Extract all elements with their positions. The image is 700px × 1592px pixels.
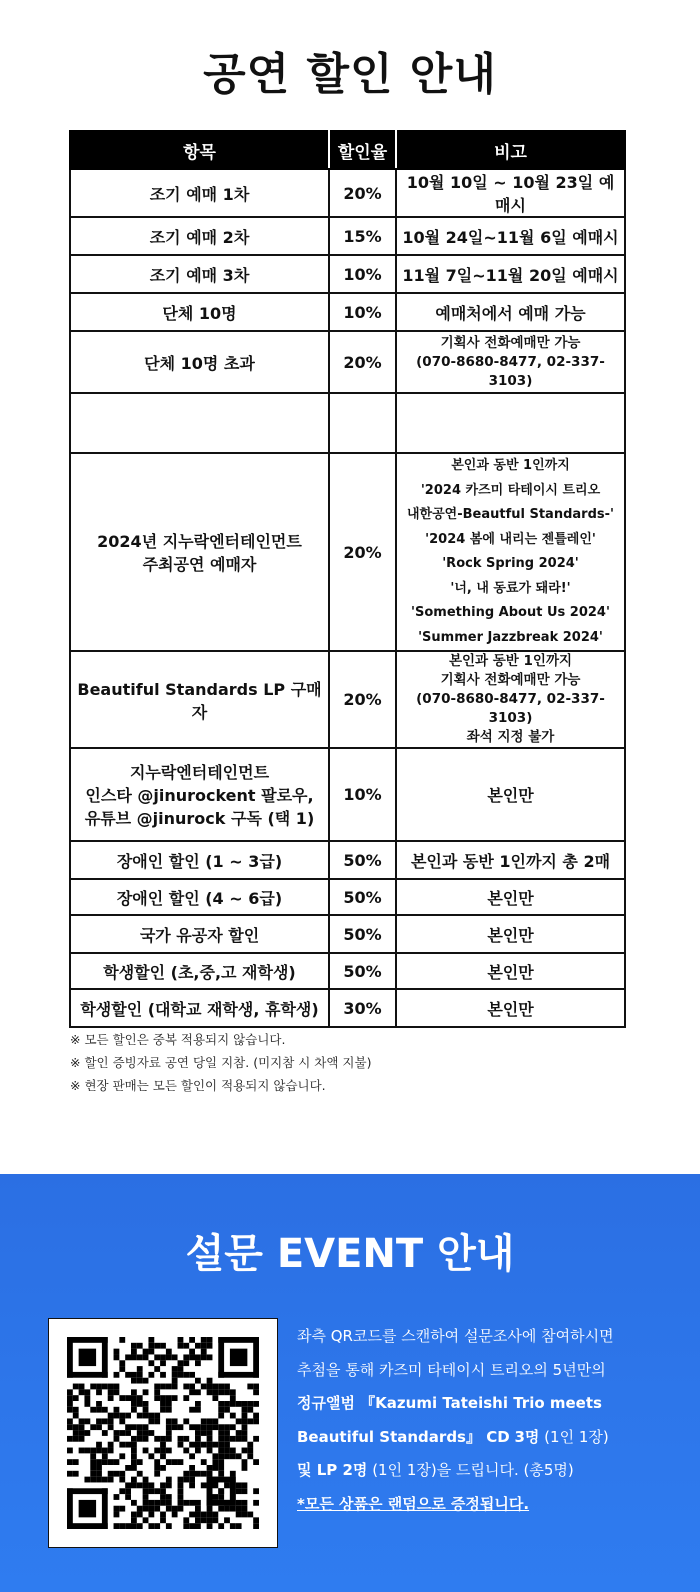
cell-item — [70, 453, 329, 651]
note-text: 본인만 — [487, 786, 534, 805]
lp-count: 및 LP 2명 — [297, 1461, 368, 1479]
note-text: '2024 봄에 내리는 젠틀레인' — [425, 531, 596, 547]
item-text: 조기 예매 2차 — [149, 227, 250, 247]
cell-rate: 50% — [329, 841, 396, 879]
item-text: 조기 예매 1차 — [149, 184, 250, 204]
cell-rate: 50% — [329, 953, 396, 989]
header-item: 항목 — [70, 131, 329, 169]
note-text: (070-8680-8477, 02-337-3103) — [416, 353, 605, 389]
lp-limit: (1인 1장)을 드립니다. (총5명) — [372, 1461, 574, 1479]
album-title-end: Beautiful Standards』 CD — [297, 1427, 510, 1446]
table-row — [70, 748, 625, 841]
cell-note — [396, 255, 625, 293]
cell-note — [396, 651, 625, 748]
table-row — [70, 879, 625, 915]
cell-rate: 10% — [329, 255, 396, 293]
event-line: 좌측 QR코드를 스캔하여 설문조사에 참여하시면 — [297, 1327, 614, 1345]
item-text: 단체 10명 초과 — [144, 353, 255, 373]
event-line — [297, 1454, 677, 1488]
item-text: 국가 유공자 할인 — [139, 925, 260, 945]
item-text: 유튜브 @jinurock 구독 (택 1) — [84, 809, 315, 828]
table-row — [70, 393, 625, 453]
cell-note — [396, 169, 625, 217]
cell-rate: 10% — [329, 293, 396, 331]
event-line: 추첨을 통해 카즈미 타테이시 트리오의 5년만의 — [297, 1360, 606, 1379]
cell-rate: 20% — [329, 651, 396, 748]
cell-note — [396, 953, 625, 989]
cell-item — [70, 915, 329, 953]
cell-rate: 15% — [329, 217, 396, 255]
item-text: 지누락엔터테인먼트 — [129, 763, 270, 782]
discount-table — [69, 130, 626, 1028]
cell-note — [396, 989, 625, 1027]
header-note: 비고 — [396, 131, 625, 169]
cell-rate — [329, 393, 396, 453]
footnote: ※ 모든 할인은 중복 적용되지 않습니다. — [70, 1032, 286, 1047]
cell-item — [70, 255, 329, 293]
item-text: 장애인 할인 (1 ~ 3급) — [116, 851, 283, 871]
note-text: 10월 10일 ~ 10월 23일 예매시 — [406, 173, 615, 215]
item-text: Beautiful Standards LP 구매자 — [77, 679, 322, 722]
cell-item — [70, 217, 329, 255]
item-text: 주최공연 예매자 — [142, 555, 257, 574]
qr-code-icon — [67, 1337, 259, 1529]
cell-note — [396, 331, 625, 393]
item-text: 2024년 지누락엔터테인먼트 — [97, 532, 302, 551]
note-text: 기획사 전화예매만 가능 — [440, 672, 581, 688]
cell-rate: 20% — [329, 331, 396, 393]
note-text: 본인과 동반 1인까지 — [448, 653, 573, 669]
cell-note — [396, 879, 625, 915]
cell-item — [70, 169, 329, 217]
table-row — [70, 331, 625, 393]
note-text: 좌석 지정 불가 — [466, 729, 555, 745]
cell-item — [70, 989, 329, 1027]
cell-item — [70, 331, 329, 393]
item-text: 장애인 할인 (4 ~ 6급) — [116, 888, 283, 908]
note-text: 예매처에서 예매 가능 — [435, 303, 586, 323]
qr-code[interactable] — [48, 1318, 278, 1548]
album-title: 정규앨범 『Kazumi Tateishi Trio meets — [297, 1394, 602, 1412]
cell-item — [70, 651, 329, 748]
note-text: '너, 내 동료가 돼라!' — [450, 580, 571, 596]
table-row — [70, 953, 625, 989]
footnote: ※ 할인 증빙자료 공연 당일 지참. (미지참 시 차액 지불) — [70, 1055, 372, 1070]
note-text: '2024 카즈미 타테이시 트리오 — [420, 482, 601, 498]
event-note: *모든 상품은 랜덤으로 증정됩니다. — [297, 1494, 530, 1513]
cell-item — [70, 879, 329, 915]
cell-item — [70, 953, 329, 989]
cell-note — [396, 217, 625, 255]
note-text: 본인만 — [487, 962, 534, 982]
table-row — [70, 651, 625, 748]
footnote: ※ 현장 판매는 모든 할인이 적용되지 않습니다. — [70, 1078, 326, 1093]
table-row — [70, 217, 625, 255]
note-text: 본인만 — [487, 999, 534, 1019]
cell-note — [396, 453, 625, 651]
event-section — [0, 1174, 700, 1592]
event-line — [297, 1387, 677, 1421]
table-row — [70, 453, 625, 651]
cd-count: 3명 — [514, 1427, 540, 1446]
cell-note — [396, 748, 625, 841]
cell-item — [70, 393, 329, 453]
table-row — [70, 169, 625, 217]
note-text: 본인만 — [487, 888, 534, 908]
table-row — [70, 293, 625, 331]
event-title: 설문 EVENT 안내 — [185, 1231, 515, 1277]
cell-rate: 20% — [329, 169, 396, 217]
cell-rate: 50% — [329, 879, 396, 915]
note-text: 본인과 동반 1인까지 — [451, 458, 570, 473]
cell-note — [396, 293, 625, 331]
cell-item — [70, 748, 329, 841]
cd-limit: (1인 1장) — [544, 1427, 609, 1446]
table-row — [70, 841, 625, 879]
note-text: 본인만 — [487, 925, 534, 945]
note-text: 11월 7일~11월 20일 예매시 — [402, 265, 619, 285]
cell-item — [70, 293, 329, 331]
item-text: 단체 10명 — [162, 303, 237, 323]
note-text: 10월 24일~11월 6일 예매시 — [402, 227, 619, 247]
cell-rate: 20% — [329, 453, 396, 651]
table-header-row — [70, 131, 625, 169]
note-text: 내한공연-Beautful Standards-' — [406, 507, 614, 522]
note-text: (070-8680-8477, 02-337-3103) — [416, 691, 605, 726]
page-title: 공연 할인 안내 — [203, 49, 497, 100]
note-text: 'Something About Us 2024' — [411, 605, 610, 620]
cell-rate: 50% — [329, 915, 396, 953]
table-row — [70, 989, 625, 1027]
cell-rate: 10% — [329, 748, 396, 841]
item-text: 학생할인 (초,중,고 재학생) — [103, 962, 296, 982]
table-row — [70, 255, 625, 293]
note-text: 'Summer Jazzbreak 2024' — [418, 629, 603, 645]
event-line — [297, 1421, 677, 1455]
cell-note — [396, 915, 625, 953]
cell-note — [396, 393, 625, 453]
cell-note — [396, 841, 625, 879]
note-text: 본인과 동반 1인까지 총 2매 — [410, 851, 611, 871]
cell-item — [70, 841, 329, 879]
footnotes — [70, 1028, 371, 1097]
header-rate: 할인율 — [329, 131, 396, 169]
item-text: 학생할인 (대학교 재학생, 휴학생) — [80, 999, 319, 1019]
event-description — [297, 1320, 677, 1521]
note-text: 'Rock Spring 2024' — [442, 556, 579, 571]
table-row — [70, 915, 625, 953]
item-text: 조기 예매 3차 — [149, 265, 250, 285]
note-text: 기획사 전화예매만 가능 — [440, 334, 581, 351]
cell-rate: 30% — [329, 989, 396, 1027]
item-text: 인스타 @jinurockent 팔로우, — [85, 786, 314, 805]
